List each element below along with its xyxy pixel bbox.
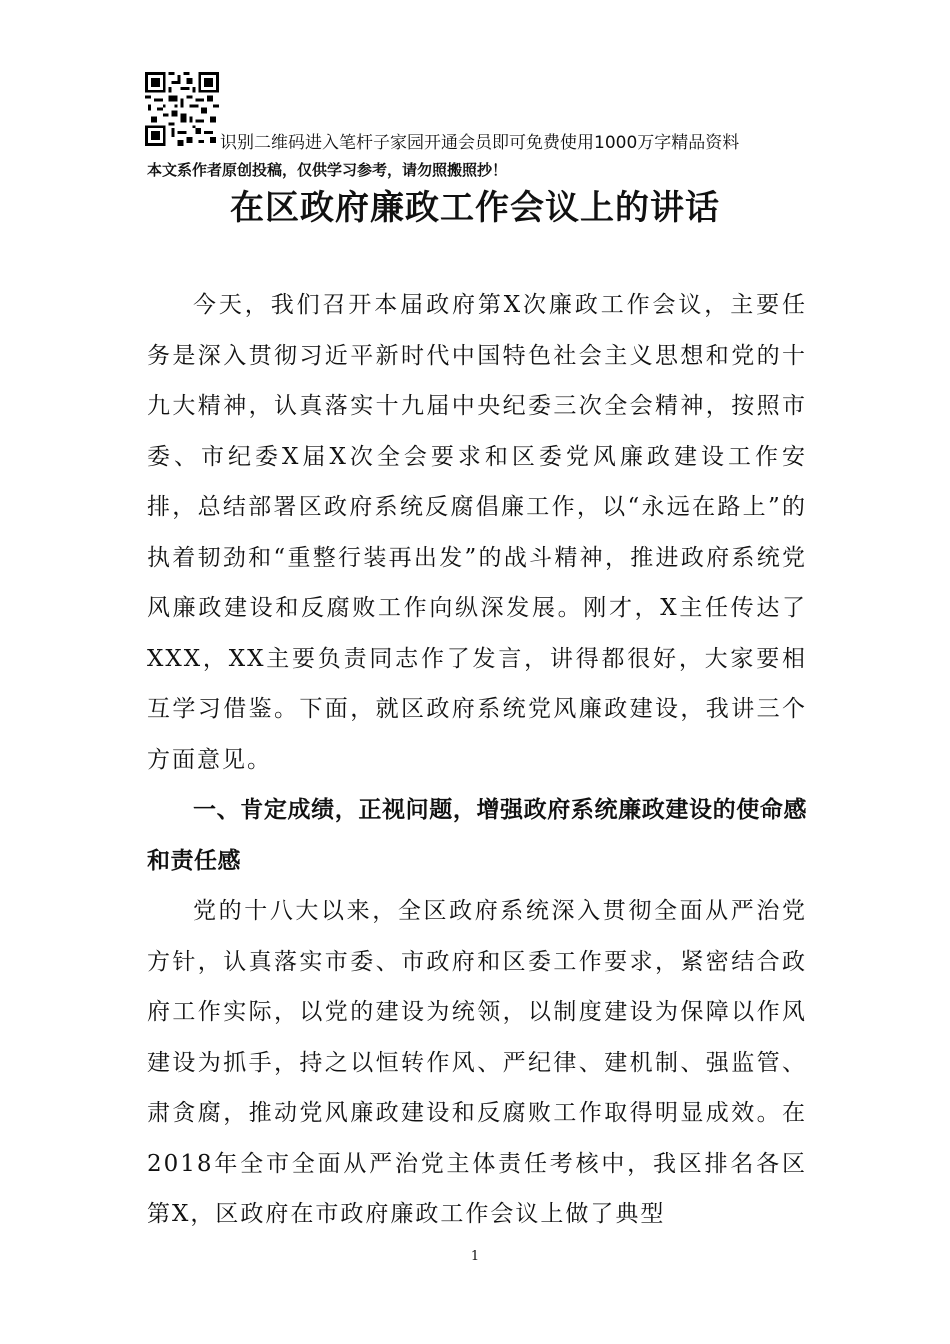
page-number: 1	[470, 1249, 480, 1264]
qr-code-icon	[145, 72, 219, 146]
document-title: 在区政府廉政工作会议上的讲话	[230, 188, 720, 228]
body-paragraph: 党的十八大以来，全区政府系统深入贯彻全面从严治党方针，认真落实市委、市政府和区委工作要求，紧密结合政府工作实际，以党的建设为统领，以制度建设为保障以作风建设为抓手，持之以恒转作风、严纪律、建机制、强监管、肃贪腐，推动党风廉政建设和反腐败工作取得明显成效。在2018年全市全面从严治党主体责任考核中，我区排名各区第X，区政府在市政府廉政工作会议上做了典型	[147, 898, 807, 1227]
copyright-notice: 本文系作者原创投稿，仅供学习参考，请勿照搬照抄！	[147, 161, 508, 179]
qr-caption: 识别二维码进入笔杆子家园开通会员即可免费使用1000万字精品资料	[220, 133, 740, 153]
document-body	[147, 280, 807, 1240]
section-heading: 一、肯定成绩，正视问题，增强政府系统廉政建设的使命感和责任感	[147, 797, 807, 874]
intro-paragraph: 今天，我们召开本届政府第X次廉政工作会议，主要任务是深入贯彻习近平新时代中国特色社会主义思想和党的十九大精神，认真落实十九届中央纪委三次全会精神，按照市委、市纪委X届X次全会要求和区委党风廉政建设工作安排，总结部署区政府系统反腐倡廉工作，以“永远在路上”的执着韧劲和“重整行装再出发”的战斗精神，推进政府系统党风廉政建设和反腐败工作向纵深发展。刚才，X主任传达了XXX，XX主要负责同志作了发言，讲得都很好，大家要相互学习借鉴。下面，就区政府系统党风廉政建设，我讲三个方面意见。	[147, 292, 807, 773]
